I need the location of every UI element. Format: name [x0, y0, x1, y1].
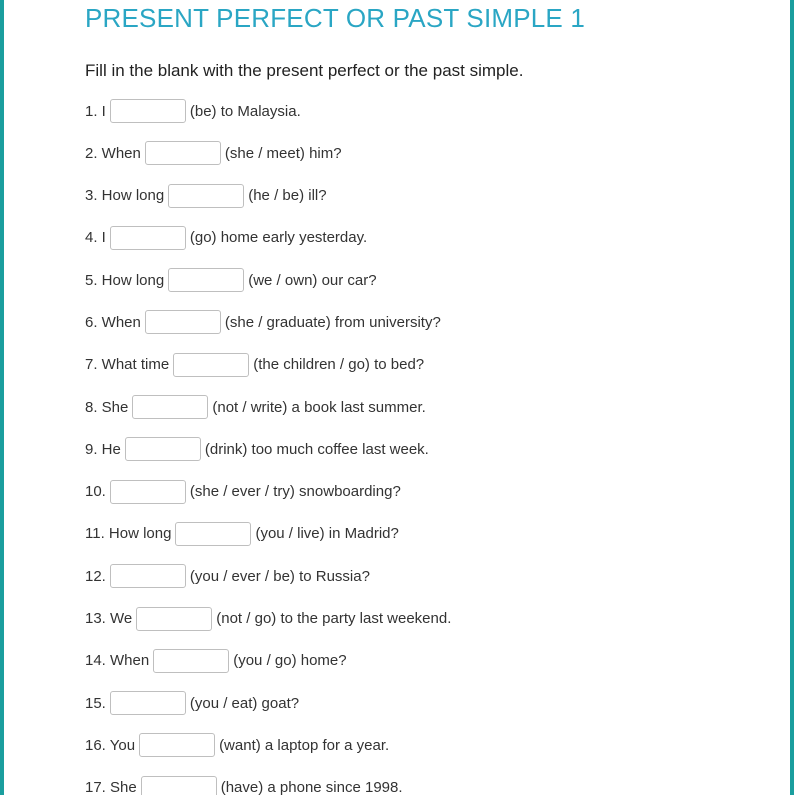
item-prefix: 8. She — [85, 398, 129, 416]
exercise-item — [85, 479, 451, 505]
answer-input[interactable] — [168, 184, 244, 208]
item-prefix: 11. How long — [85, 525, 172, 543]
exercise-item — [85, 267, 451, 293]
item-prefix: 7. What time — [85, 356, 170, 374]
exercise-item — [85, 648, 451, 674]
item-prefix: 17. She — [85, 779, 137, 795]
answer-input[interactable] — [110, 480, 186, 504]
item-suffix: (you / eat) goat? — [189, 694, 300, 712]
answer-input[interactable] — [145, 141, 221, 165]
item-suffix: (you / live) in Madrid? — [255, 525, 399, 543]
item-prefix: 1. I — [85, 102, 106, 120]
exercise-item — [85, 521, 451, 547]
answer-input[interactable] — [175, 522, 251, 546]
answer-input[interactable] — [110, 226, 186, 250]
item-prefix: 10. — [85, 483, 106, 501]
answer-input[interactable] — [136, 607, 212, 631]
item-prefix: 2. When — [85, 144, 141, 162]
answer-input[interactable] — [110, 564, 186, 588]
item-suffix: (we / own) our car? — [248, 271, 377, 289]
item-suffix: (not / write) a book last summer. — [212, 398, 426, 416]
exercise-item — [85, 394, 451, 420]
item-prefix: 13. We — [85, 610, 133, 628]
answer-input[interactable] — [145, 310, 221, 334]
answer-input[interactable] — [168, 268, 244, 292]
item-prefix: 5. How long — [85, 271, 165, 289]
page-title: PRESENT PERFECT OR PAST SIMPLE 1 — [85, 3, 586, 33]
item-suffix: (want) a laptop for a year. — [219, 736, 390, 754]
item-suffix: (he / be) ill? — [248, 187, 327, 205]
item-suffix: (go) home early yesterday. — [189, 229, 368, 247]
item-suffix: (you / go) home? — [233, 652, 347, 670]
item-prefix: 9. He — [85, 440, 121, 458]
item-prefix: 12. — [85, 567, 106, 585]
answer-input[interactable] — [141, 776, 217, 795]
item-suffix: (you / ever / be) to Russia? — [189, 567, 370, 585]
item-suffix: (not / go) to the party last weekend. — [216, 610, 452, 628]
exercise-item — [85, 98, 451, 124]
exercise-item — [85, 352, 451, 378]
item-suffix: (be) to Malaysia. — [189, 102, 301, 120]
item-suffix: (she / graduate) from university? — [224, 313, 441, 331]
item-prefix: 6. When — [85, 313, 141, 331]
answer-input[interactable] — [153, 649, 229, 673]
answer-input[interactable] — [110, 691, 186, 715]
instruction-text: Fill in the blank with the present perfect or the past simple. — [85, 61, 524, 80]
item-prefix: 14. When — [85, 652, 150, 670]
answer-input[interactable] — [139, 733, 215, 757]
item-suffix: (she / meet) him? — [224, 144, 342, 162]
exercise-item — [85, 225, 451, 251]
item-prefix: 3. How long — [85, 187, 165, 205]
item-prefix: 4. I — [85, 229, 106, 247]
item-prefix: 15. — [85, 694, 106, 712]
item-suffix: (have) a phone since 1998. — [220, 779, 403, 795]
answer-input[interactable] — [132, 395, 208, 419]
item-suffix: (she / ever / try) snowboarding? — [189, 483, 401, 501]
item-suffix: (drink) too much coffee last week. — [204, 440, 429, 458]
exercise-item — [85, 309, 451, 335]
item-prefix: 16. You — [85, 736, 136, 754]
exercise-item — [85, 140, 451, 166]
exercise-list — [85, 98, 451, 795]
answer-input[interactable] — [125, 437, 201, 461]
exercise-item — [85, 775, 451, 795]
exercise-item — [85, 606, 451, 632]
exercise-item — [85, 183, 451, 209]
exercise-item — [85, 690, 451, 716]
answer-input[interactable] — [173, 353, 249, 377]
item-suffix: (the children / go) to bed? — [253, 356, 425, 374]
exercise-item — [85, 563, 451, 589]
answer-input[interactable] — [110, 99, 186, 123]
exercise-item — [85, 436, 451, 462]
exercise-item — [85, 732, 451, 758]
